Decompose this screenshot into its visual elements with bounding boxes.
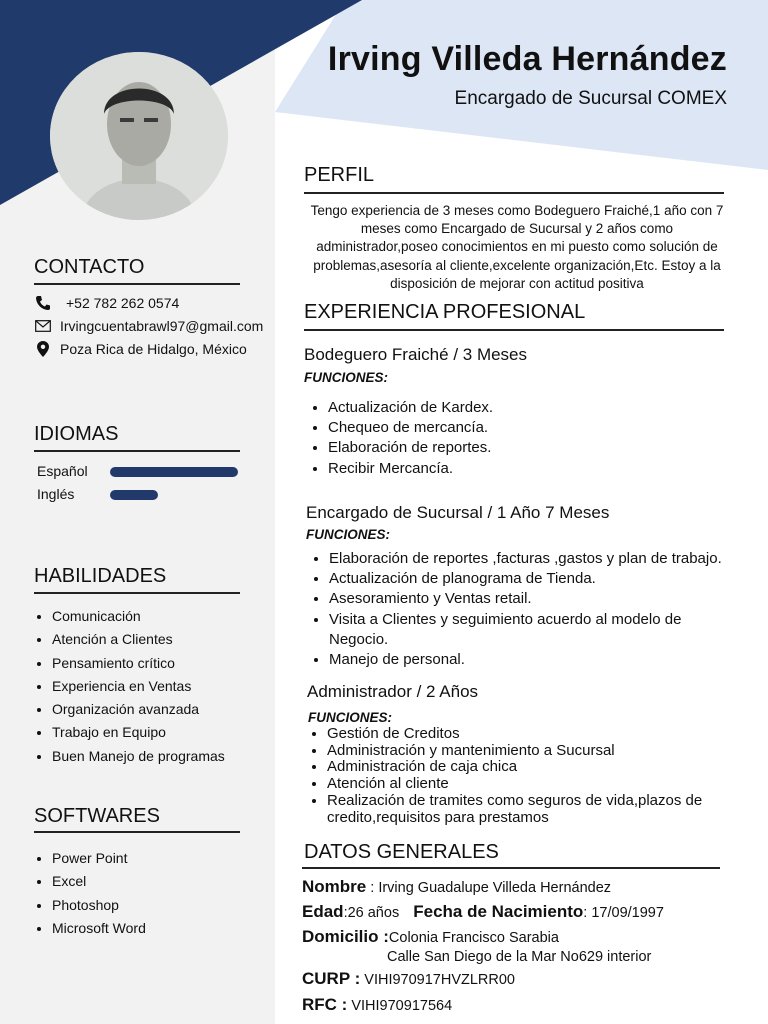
languages-heading: IDIOMAS [34, 423, 119, 445]
list-item: • Experiencia en Ventas [52, 675, 225, 698]
job-2-functions [307, 549, 768, 670]
address-line-1: Colonia Francisco Sarabia [388, 930, 559, 946]
list-item: • Manejo de personal. [329, 650, 768, 670]
software-heading: SOFTWARES [34, 805, 160, 827]
language-english-label: Inglés [37, 486, 75, 502]
languages-rule [34, 450, 240, 452]
address-label: Domicilio : [302, 927, 389, 946]
general-curp-row [302, 969, 515, 989]
list-item: • Pensamiento crítico [52, 652, 225, 675]
email-text: Irvingcuentabrawl97@gmail.com [60, 318, 264, 334]
profile-text: Tengo experiencia de 3 meses como Bodeguero Fraiché,1 año con 7 meses como Encargado de Sucursal y 2 años como administrador,poseo conocimientos en mi puesto como solución de problemas,asesoría al cliente,excelente organización,Etc. Estoy a la disposición de mejorar con actitud positiva [310, 203, 724, 291]
list-item: • Comunicación [52, 605, 225, 628]
birthdate-label: Fecha de Nacimiento [413, 902, 584, 921]
list-item: • Actualización de planograma de Tienda. [329, 569, 768, 589]
name-label: Nombre [302, 877, 367, 896]
list-item: • Visita a Clientes y seguimiento acuerdo al modelo de Negocio. [329, 610, 709, 650]
list-item: • Realización de tramites como seguros de vida,plazos de credito,requisitos para prestamos [327, 793, 747, 826]
contact-heading: CONTACTO [34, 256, 145, 278]
contact-email[interactable] [34, 318, 263, 334]
contact-phone[interactable] [34, 295, 179, 311]
contact-location [34, 341, 247, 357]
job-title-1: Bodeguero Fraiché / 3 Meses [304, 345, 528, 364]
general-name-row [302, 877, 611, 897]
skills-list [34, 605, 225, 768]
language-spanish-label: Español [37, 463, 88, 479]
age-label: Edad [302, 902, 344, 921]
list-item: • Organización avanzada [52, 698, 225, 721]
list-item: • Photoshop [52, 894, 146, 917]
skills-heading: HABILIDADES [34, 565, 167, 587]
list-item: • Trabajo en Equipo [52, 721, 225, 744]
profile-heading: PERFIL [304, 164, 375, 186]
language-english-bar [110, 490, 158, 500]
phone-text: +52 782 262 0574 [66, 295, 180, 311]
curp-label: CURP : [302, 969, 361, 988]
skills-rule [34, 592, 240, 594]
curp-value: VIHI970917HVZLRR00 [360, 972, 515, 988]
envelope-icon [34, 318, 52, 334]
list-item: • Actualización de Kardex. [328, 398, 493, 418]
contact-rule [34, 283, 240, 285]
list-item: • Gestión de Creditos [327, 726, 747, 743]
job-1-functions [306, 398, 493, 479]
job-title-2: Encargado de Sucursal / 1 Año 7 Meses [306, 503, 610, 522]
list-item: • Recibir Mercancía. [328, 459, 493, 479]
phone-icon [34, 295, 52, 311]
name-value: : Irving Guadalupe Villeda Hernández [366, 880, 612, 896]
birthdate-value: : 17/09/1997 [583, 905, 664, 921]
list-item: • Power Point [52, 847, 146, 870]
list-item: • Administración de caja chica [327, 759, 747, 776]
list-item: • Atención a Clientes [52, 628, 225, 651]
rfc-value: VIHI970917564 [347, 998, 453, 1014]
job-title-3: Administrador / 2 Años [307, 682, 479, 701]
general-address-row [302, 927, 559, 947]
experience-rule [304, 329, 724, 331]
address-line-2: Calle San Diego de la Mar No629 interior [387, 949, 652, 965]
general-rule [302, 867, 720, 869]
general-heading: DATOS GENERALES [304, 841, 499, 863]
software-rule [34, 831, 240, 833]
list-item: • Chequeo de mercancía. [328, 418, 493, 438]
list-item: • Buen Manejo de programas [52, 745, 225, 768]
job-role: Encargado de Sucursal COMEX [454, 88, 727, 109]
list-item: • Excel [52, 870, 146, 893]
light-blue-banner [275, 0, 768, 170]
general-age-row [302, 902, 664, 922]
profile-rule [304, 192, 724, 194]
job-3-functions [305, 726, 747, 826]
location-text: Poza Rica de Hidalgo, México [60, 341, 247, 357]
full-name: Irving Villeda Hernández [327, 40, 727, 78]
list-item: • Atención al cliente [327, 776, 747, 793]
person-icon [50, 52, 228, 220]
list-item: • Elaboración de reportes ,facturas ,gastos y plan de trabajo. [329, 549, 768, 569]
general-rfc-row [302, 995, 452, 1015]
functions-label-1: FUNCIONES: [304, 370, 388, 385]
functions-label-3: FUNCIONES: [308, 710, 392, 725]
list-item: • Asesoramiento y Ventas retail. [329, 589, 768, 609]
software-list [34, 847, 146, 940]
profile-photo [50, 52, 228, 220]
rfc-label: RFC : [302, 995, 348, 1014]
list-item: • Administración y mantenimiento a Sucursal [327, 743, 747, 760]
map-pin-icon [34, 341, 52, 357]
list-item: • Microsoft Word [52, 917, 146, 940]
age-value: :26 años [343, 905, 400, 921]
functions-label-2: FUNCIONES: [306, 527, 390, 542]
language-spanish-bar [110, 467, 238, 477]
list-item: • Elaboración de reportes. [328, 438, 493, 458]
experience-heading: EXPERIENCIA PROFESIONAL [304, 301, 586, 323]
